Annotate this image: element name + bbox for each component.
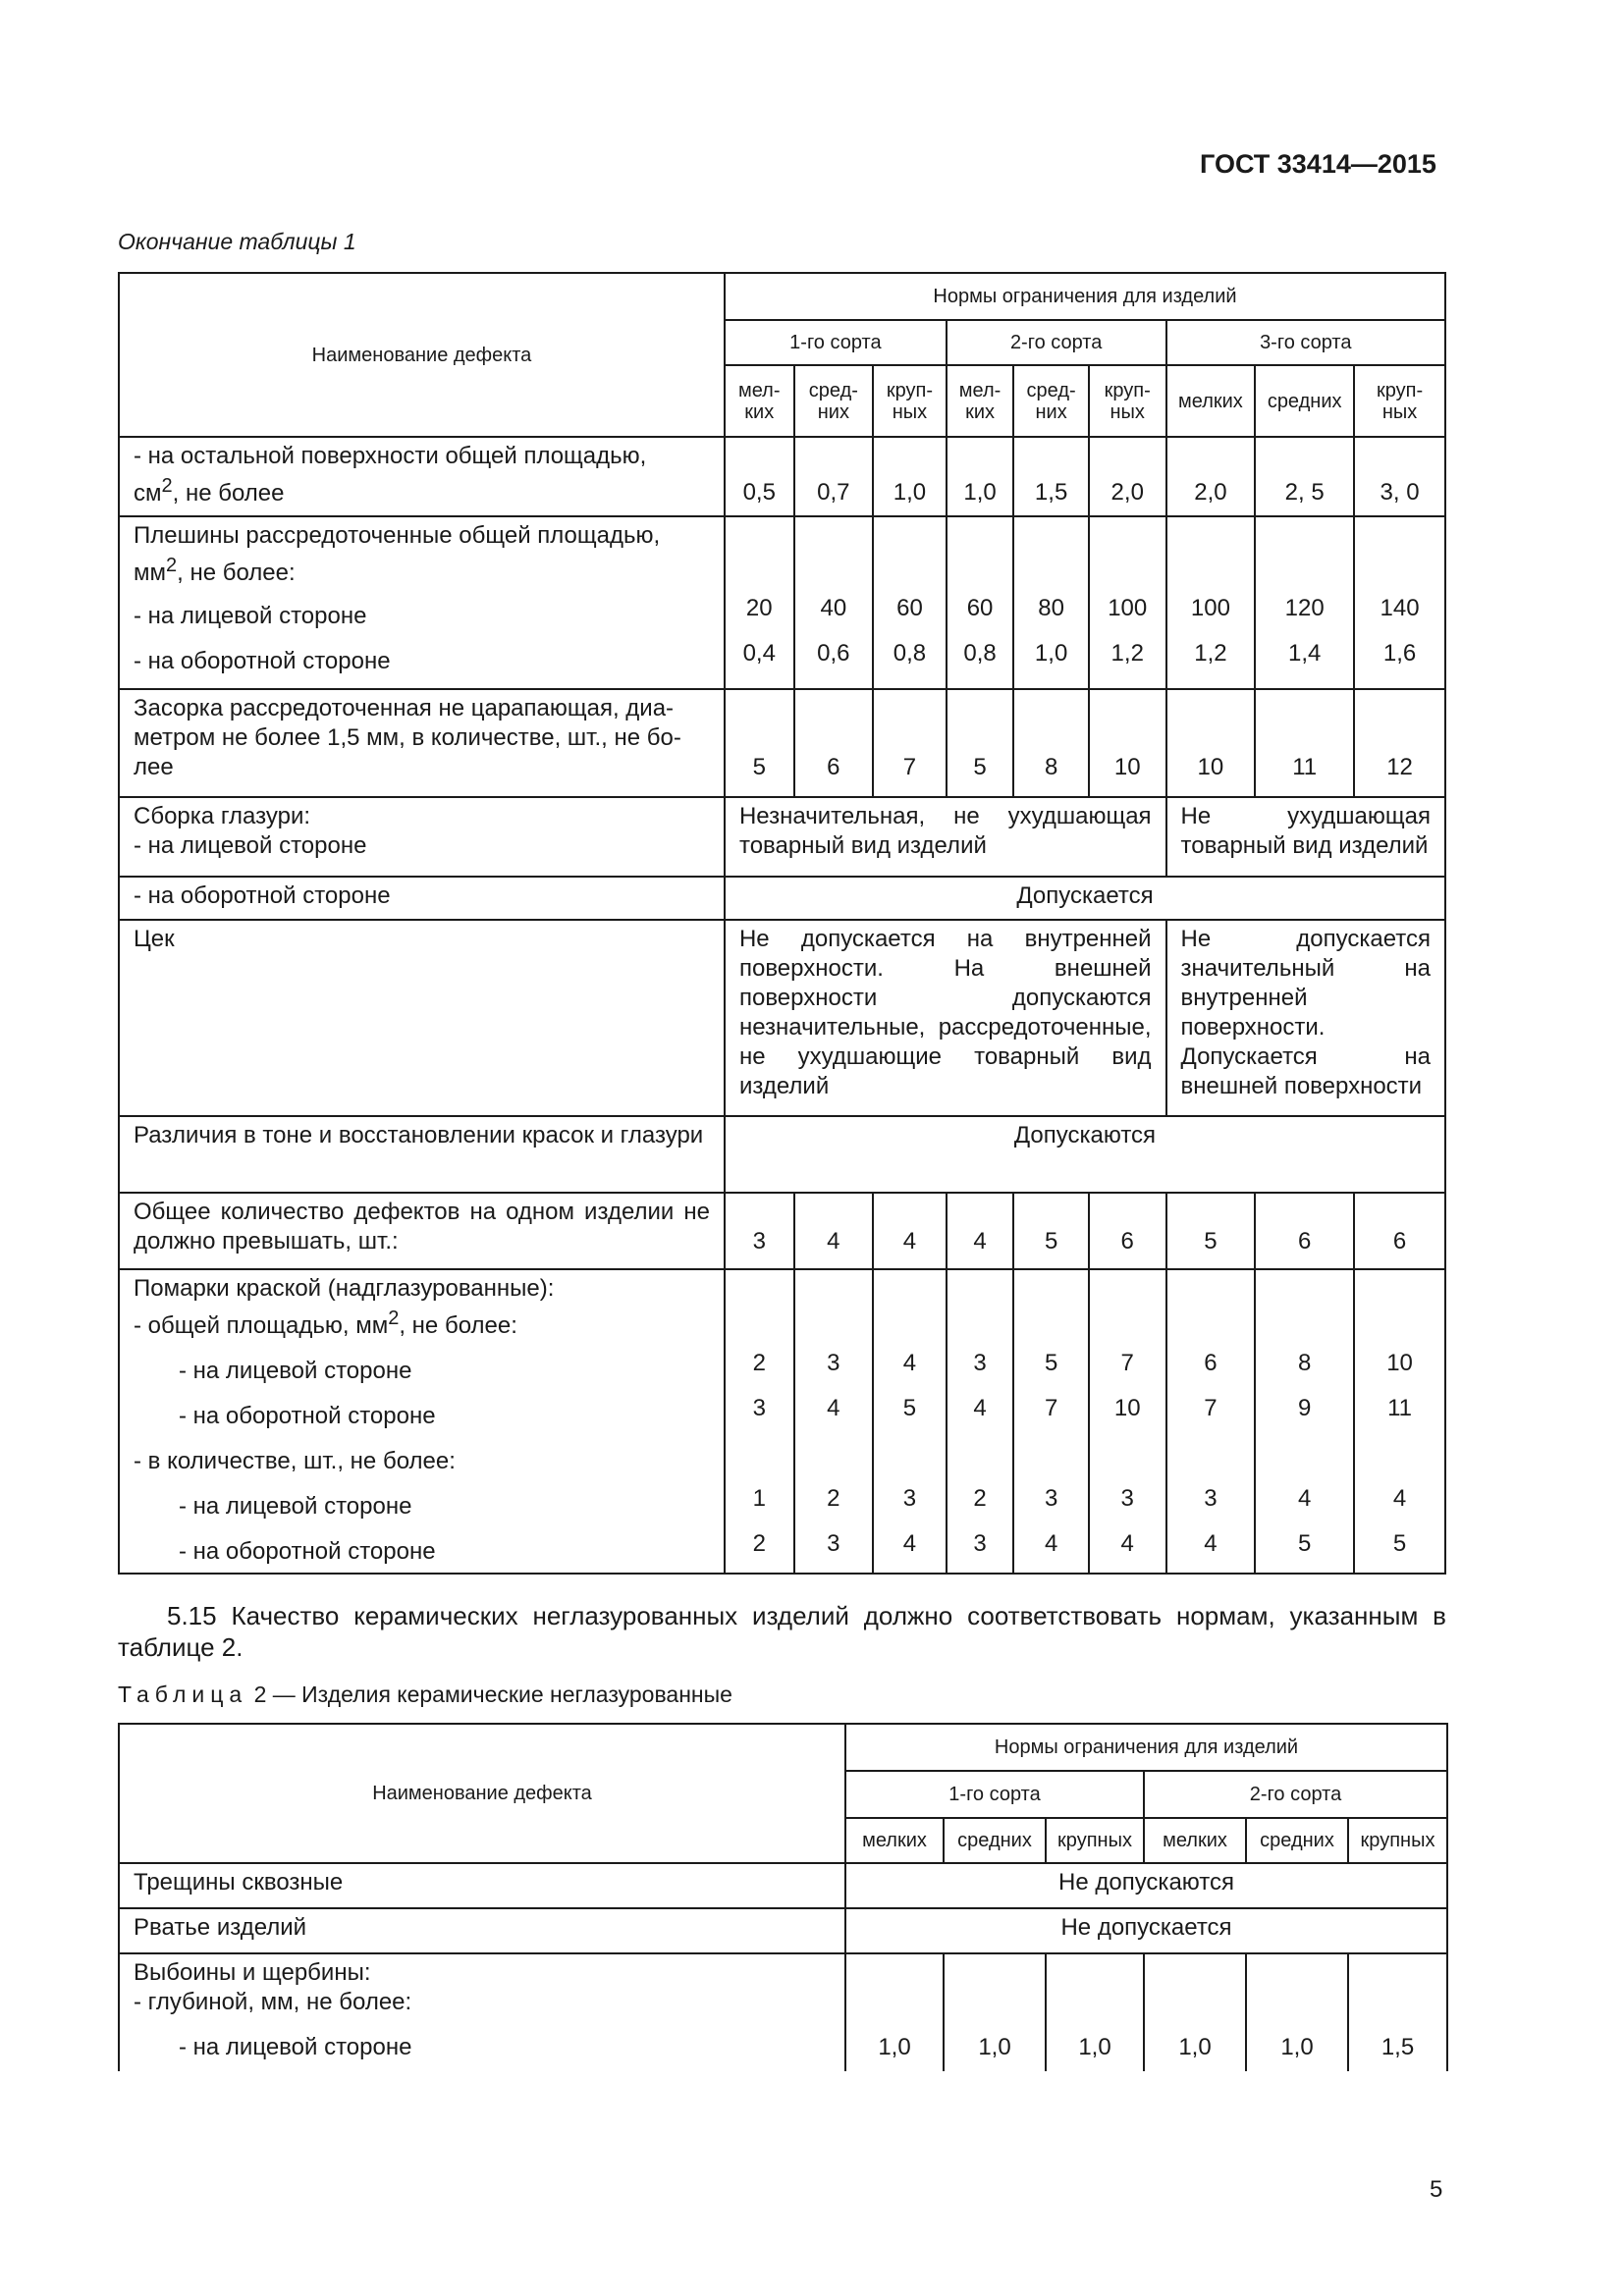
table-row xyxy=(119,1116,1445,1193)
table-row xyxy=(119,1953,1447,2071)
value-cell: 3 4 2 3 xyxy=(794,1269,874,1574)
value-cell: 6 7 3 4 xyxy=(1166,1269,1256,1574)
column-header-small: мелких xyxy=(1144,1818,1246,1863)
column-header-norms: Нормы ограничения для изделий xyxy=(725,273,1445,320)
value-cell: 10 xyxy=(1089,689,1166,797)
page-number: 5 xyxy=(1430,2176,1443,2203)
table-row xyxy=(119,516,1445,689)
value-cell: 7 10 3 4 xyxy=(1089,1269,1166,1574)
value-cell: 3 4 2 3 xyxy=(947,1269,1014,1574)
value-cell: 2, 5 xyxy=(1255,437,1354,516)
value-cell: 2,0 xyxy=(1089,437,1166,516)
column-header-medium: средних xyxy=(1246,1818,1348,1863)
value-cell: 20 0,4 xyxy=(725,516,794,689)
value-cell: 0,7 xyxy=(794,437,874,516)
merged-text-cell: Незначительная, не ухудшающая товарный вид изделий xyxy=(725,797,1166,877)
merged-text-cell: Не ухудшающая товарный вид изделий xyxy=(1166,797,1445,877)
value-cell: 8 xyxy=(1013,689,1089,797)
column-header-grade-1: 1-го сорта xyxy=(845,1771,1144,1818)
column-header-medium: сред- них xyxy=(1013,365,1089,437)
value-cell: 1,5 xyxy=(1348,1953,1447,2071)
value-cell: 1,0 xyxy=(947,437,1014,516)
row-label: Засорка рассредоточенная не царапающая, диа- метром не более 1,5 мм, в количестве, шт., не бо- лее xyxy=(119,689,725,797)
row-label: Цек xyxy=(119,920,725,1116)
value-cell: 140 1,6 xyxy=(1354,516,1445,689)
row-label: Различия в тоне и восстановлении красок и глазури xyxy=(119,1116,725,1193)
column-header-large: крупных xyxy=(1046,1818,1144,1863)
column-header-large: круп- ных xyxy=(873,365,947,437)
column-header-norms: Нормы ограничения для изделий xyxy=(845,1724,1447,1771)
value-cell: 7 xyxy=(873,689,947,797)
column-header-medium: средних xyxy=(1255,365,1354,437)
value-cell: 1,5 xyxy=(1013,437,1089,516)
column-header-large: крупных xyxy=(1348,1818,1447,1863)
merged-text-cell: Допускается xyxy=(725,877,1445,920)
value-cell: 5 xyxy=(947,689,1014,797)
value-cell: 5 7 3 4 xyxy=(1013,1269,1089,1574)
column-header-defect-name: Наименование дефекта xyxy=(119,1724,845,1863)
value-cell: 6 xyxy=(1255,1193,1354,1269)
row-label: Трещины сквозные xyxy=(119,1863,845,1908)
value-cell: 12 xyxy=(1354,689,1445,797)
value-cell: 100 1,2 xyxy=(1089,516,1166,689)
column-header-small: мелких xyxy=(845,1818,944,1863)
value-cell: 1,0 xyxy=(1046,1953,1144,2071)
table-row xyxy=(119,1269,1445,1574)
value-cell: 6 xyxy=(1089,1193,1166,1269)
column-header-medium: средних xyxy=(944,1818,1046,1863)
column-header-medium: сред- них xyxy=(794,365,874,437)
value-cell: 8 9 4 5 xyxy=(1255,1269,1354,1574)
defects-table-2 xyxy=(118,1723,1448,2071)
merged-text-cell: Не допускается xyxy=(845,1908,1447,1953)
row-label: Общее количество дефектов на одном изделии не должно превышать, шт.: xyxy=(119,1193,725,1269)
value-cell: 11 xyxy=(1255,689,1354,797)
value-cell: 1,0 xyxy=(873,437,947,516)
merged-text-cell: Не допускается значительный на внутренней поверхности. Допускается на внешней поверхности xyxy=(1166,920,1445,1116)
table-row xyxy=(119,920,1445,1116)
value-cell: 60 0,8 xyxy=(947,516,1014,689)
row-label: Рватье изделий xyxy=(119,1908,845,1953)
value-cell: 10 xyxy=(1166,689,1256,797)
row-label: Помарки краской (надглазурованные): - общей площадью, $мм^2$, не более: - на лицевой стороне - на оборотной стороне - в количестве, шт., не более: - на лицевой стороне - на оборотной стороне xyxy=(119,1269,725,1574)
merged-text-cell: Допускаются xyxy=(725,1116,1445,1193)
value-cell: 1,0 xyxy=(1144,1953,1246,2071)
table-row xyxy=(119,1193,1445,1269)
table-row xyxy=(119,877,1445,920)
value-cell: 0,5 xyxy=(725,437,794,516)
value-cell: 1,0 xyxy=(944,1953,1046,2071)
merged-text-cell: Не допускается на внутренней поверхности. На внешней поверхности допускаются незначительные, рассредоточенные, не ухудшающие товарный вид изделий xyxy=(725,920,1166,1116)
merged-text-cell: Не допускаются xyxy=(845,1863,1447,1908)
row-label: Сборка глазури: - на лицевой стороне xyxy=(119,797,725,877)
column-header-small: мел- ких xyxy=(725,365,794,437)
value-cell: 4 5 3 4 xyxy=(873,1269,947,1574)
value-cell: 5 xyxy=(1166,1193,1256,1269)
value-cell: 4 xyxy=(947,1193,1014,1269)
value-cell: 60 0,8 xyxy=(873,516,947,689)
row-label: - на оборотной стороне xyxy=(119,877,725,920)
value-cell: 3, 0 xyxy=(1354,437,1445,516)
column-header-grade-2: 2-го сорта xyxy=(1144,1771,1447,1818)
table-row xyxy=(119,797,1445,877)
value-cell: 5 xyxy=(1013,1193,1089,1269)
value-cell: 4 xyxy=(794,1193,874,1269)
value-cell: 1,0 xyxy=(845,1953,944,2071)
table-row xyxy=(119,689,1445,797)
value-cell: 120 1,4 xyxy=(1255,516,1354,689)
defects-table-1 xyxy=(118,272,1446,1575)
column-header-large: круп- ных xyxy=(1089,365,1166,437)
value-cell: 6 xyxy=(1354,1193,1445,1269)
value-cell: 2 3 1 2 xyxy=(725,1269,794,1574)
value-cell: 6 xyxy=(794,689,874,797)
column-header-large: круп- ных xyxy=(1354,365,1445,437)
column-header-small: мелких xyxy=(1166,365,1256,437)
table-row xyxy=(119,1863,1447,1908)
row-label: Выбоины и щербины: - глубиной, мм, не более: - на лицевой стороне xyxy=(119,1953,845,2071)
value-cell: 4 xyxy=(873,1193,947,1269)
value-cell: 1,0 xyxy=(1246,1953,1348,2071)
value-cell: 2,0 xyxy=(1166,437,1256,516)
row-label: Плешины рассредоточенные общей площадью, $мм^2$, не более: - на лицевой стороне - на оборотной стороне xyxy=(119,516,725,689)
column-header-grade-2: 2-го сорта xyxy=(947,320,1166,365)
column-header-defect-name: Наименование дефекта xyxy=(119,273,725,437)
table-2-caption: Таблица 2 — Изделия керамические неглазурованные xyxy=(118,1682,732,1707)
table-row xyxy=(119,437,1445,516)
value-cell: 3 xyxy=(725,1193,794,1269)
value-cell: 10 11 4 5 xyxy=(1354,1269,1445,1574)
value-cell: 40 0,6 xyxy=(794,516,874,689)
document-id: ГОСТ 33414—2015 xyxy=(1200,149,1436,179)
column-header-grade-3: 3-го сорта xyxy=(1166,320,1445,365)
value-cell: 5 xyxy=(725,689,794,797)
table-row xyxy=(119,1908,1447,1953)
value-cell: 80 1,0 xyxy=(1013,516,1089,689)
value-cell: 100 1,2 xyxy=(1166,516,1256,689)
table-continuation-caption: Окончание таблицы 1 xyxy=(118,229,356,254)
paragraph-5-15: 5.15 Качество керамических неглазурованных изделий должно соответствовать нормам, указанным в таблице 2. xyxy=(118,1601,1446,1662)
row-label: - на остальной поверхности общей площадью, $см^2$, не более xyxy=(119,437,725,516)
column-header-small: мел- ких xyxy=(947,365,1014,437)
column-header-grade-1: 1-го сорта xyxy=(725,320,947,365)
